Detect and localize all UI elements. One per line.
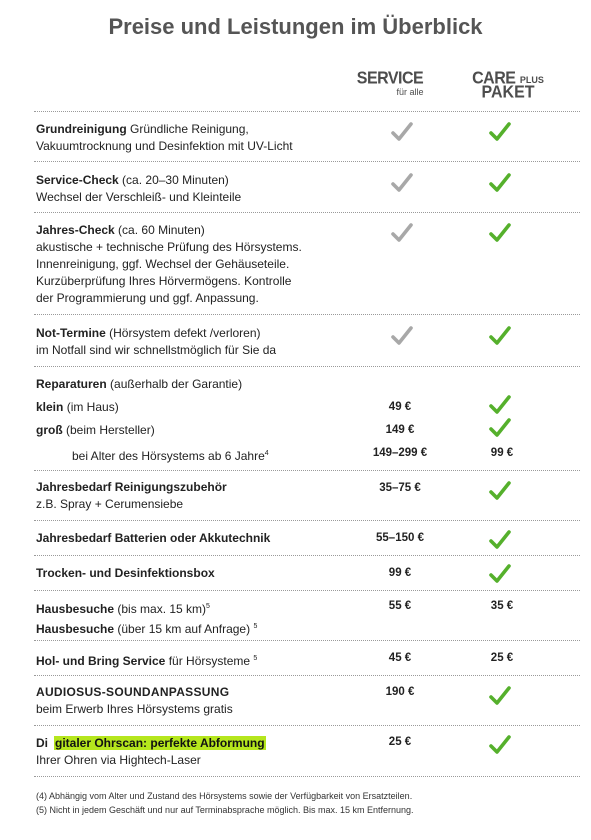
row-title: AUDIOSUS-SOUNDANPASSUNG [36,685,230,699]
footnote-4: (4) Abhängig vom Alter und Zustand des Hörsystems sowie der Verfügbarkeit von Ersatzteilen. [36,791,413,801]
row-jahres-check [36,222,336,307]
checkmark-icon [391,173,413,193]
divider [34,555,580,556]
price-care: 99 € [490,447,514,459]
care-paket-label: PAKET [481,83,535,102]
row-reparatur-gross [36,422,336,439]
price-service: 149 € [385,424,415,436]
row-batterien [36,530,336,547]
row-grundreinigung [36,121,336,155]
column-header-service [340,70,440,97]
row-description: Vakuumtrocknung und Desinfektion mit UV-Licht [36,139,293,153]
checkmark-icon [489,173,511,193]
price-service: 99 € [388,567,412,579]
checkmark-icon [391,326,413,346]
row-reparatur-klein [36,399,336,416]
price-service: 190 € [385,686,415,698]
footnote-ref: 5 [253,655,258,662]
row-detail: (ca. 60 Minuten) [114,223,205,237]
row-title: Hausbesuche [36,602,115,616]
checkmark-icon [489,418,511,438]
divider [34,520,580,521]
row-description: der Programmierung und ggf. Anpassung. [36,291,259,305]
divider [34,212,580,213]
column-header-care [458,70,558,102]
row-reparatur-alter [72,445,372,465]
divider [34,470,580,471]
row-description: Wechsel der Verschleiß- und Kleinteile [36,190,242,204]
checkmark-icon [489,481,511,501]
row-title: Reparaturen [36,377,107,391]
row-title: Jahresbedarf Batterien oder Akkutechnik [36,531,271,545]
row-detail: (außerhalb der Garantie) [106,377,243,391]
checkmark-icon [391,223,413,243]
row-detail: (über 15 km auf Anfrage) [114,622,254,636]
checkmark-icon [489,122,511,142]
footnote-ref: 4 [264,450,269,457]
row-description: Ihrer Ohren via Hightech-Laser [36,753,201,767]
row-detail: bei Alter des Hörsystems ab 6 Jahre [72,449,265,463]
row-description: z.B. Spray + Cerumensiebe [36,497,184,511]
divider [34,725,580,726]
row-detail: Gründliche Reinigung, [126,122,249,136]
divider [34,111,580,112]
row-reinigungszubehoer [36,479,336,513]
price-service: 35–75 € [379,482,421,494]
row-detail: (Hörsystem defekt /verloren) [105,326,261,340]
footnote-ref: 5 [206,603,210,610]
row-description: Kurzüberprüfung Ihres Hörvermögens. Kontrolle [36,274,292,288]
row-audiosus [36,684,336,718]
row-hausbesuche [36,598,336,638]
row-detail: (im Haus) [63,400,119,414]
checkmark-icon [489,326,511,346]
care-plus-label: PLUS [519,75,544,85]
divider [34,640,580,641]
row-hol-bring [36,650,336,670]
row-detail: (beim Hersteller) [62,423,155,437]
footnote-5: (5) Nicht in jedem Geschäft und nur auf Terminabsprache möglich. Bis max. 15 km Entfernung. [36,805,414,815]
row-service-check [36,172,336,206]
divider [34,366,580,367]
divider [34,776,580,777]
row-description: im Notfall sind wir schnellstmöglich für Sie da [36,343,277,357]
service-sublabel: für alle [396,87,424,97]
footnote-ref: 5 [253,623,258,630]
price-service: 45 € [388,652,412,664]
divider [34,314,580,315]
service-label: SERVICE [356,69,424,88]
row-title: Trocken- und Desinfektionsbox [36,566,215,580]
row-trockenbox [36,565,336,582]
row-description: akustische + technische Prüfung des Hörsystems. [36,240,302,254]
price-service: 55 € [388,600,412,612]
row-detail: (ca. 20–30 Minuten) [118,173,229,187]
price-care: 35 € [490,600,514,612]
checkmark-icon [489,686,511,706]
row-not-termine [36,325,336,359]
price-service: 25 € [388,736,412,748]
row-reparaturen [36,376,336,393]
row-title: Di [36,736,48,750]
price-care: 25 € [490,652,514,664]
checkmark-icon [489,564,511,584]
checkmark-icon [489,530,511,550]
checkmark-icon [489,395,511,415]
checkmark-icon [489,223,511,243]
divider [34,161,580,162]
divider [34,675,580,676]
row-detail: (bis max. 15 km) [114,602,207,616]
row-title: Not-Termine [36,326,106,340]
divider [34,590,580,591]
row-title-highlight: gitaler Ohrscan: perfekte Abformung [55,736,265,750]
row-title: groß [36,423,63,437]
row-title: Hausbesuche [36,622,115,636]
checkmark-icon [489,735,511,755]
row-title: Jahresbedarf Reinigungszubehör [36,480,227,494]
price-service: 55–150 € [376,532,424,544]
price-service: 149–299 € [372,447,428,459]
row-description: beim Erwerb Ihres Hörsystems gratis [36,702,233,716]
row-description: Innenreinigung, ggf. Wechsel der Gehäuseteile. [36,257,290,271]
row-title: Hol- und Bring Service [36,654,166,668]
price-service: 49 € [388,401,412,413]
row-title: Service-Check [36,173,119,187]
row-title: Grundreinigung [36,122,127,136]
page-title: Preise und Leistungen im Überblick [108,14,483,39]
row-title: Jahres-Check [36,223,115,237]
row-detail: für Hörsysteme [165,654,254,668]
row-title: klein [36,400,64,414]
care-label: CARE [472,69,516,88]
checkmark-icon [391,122,413,142]
